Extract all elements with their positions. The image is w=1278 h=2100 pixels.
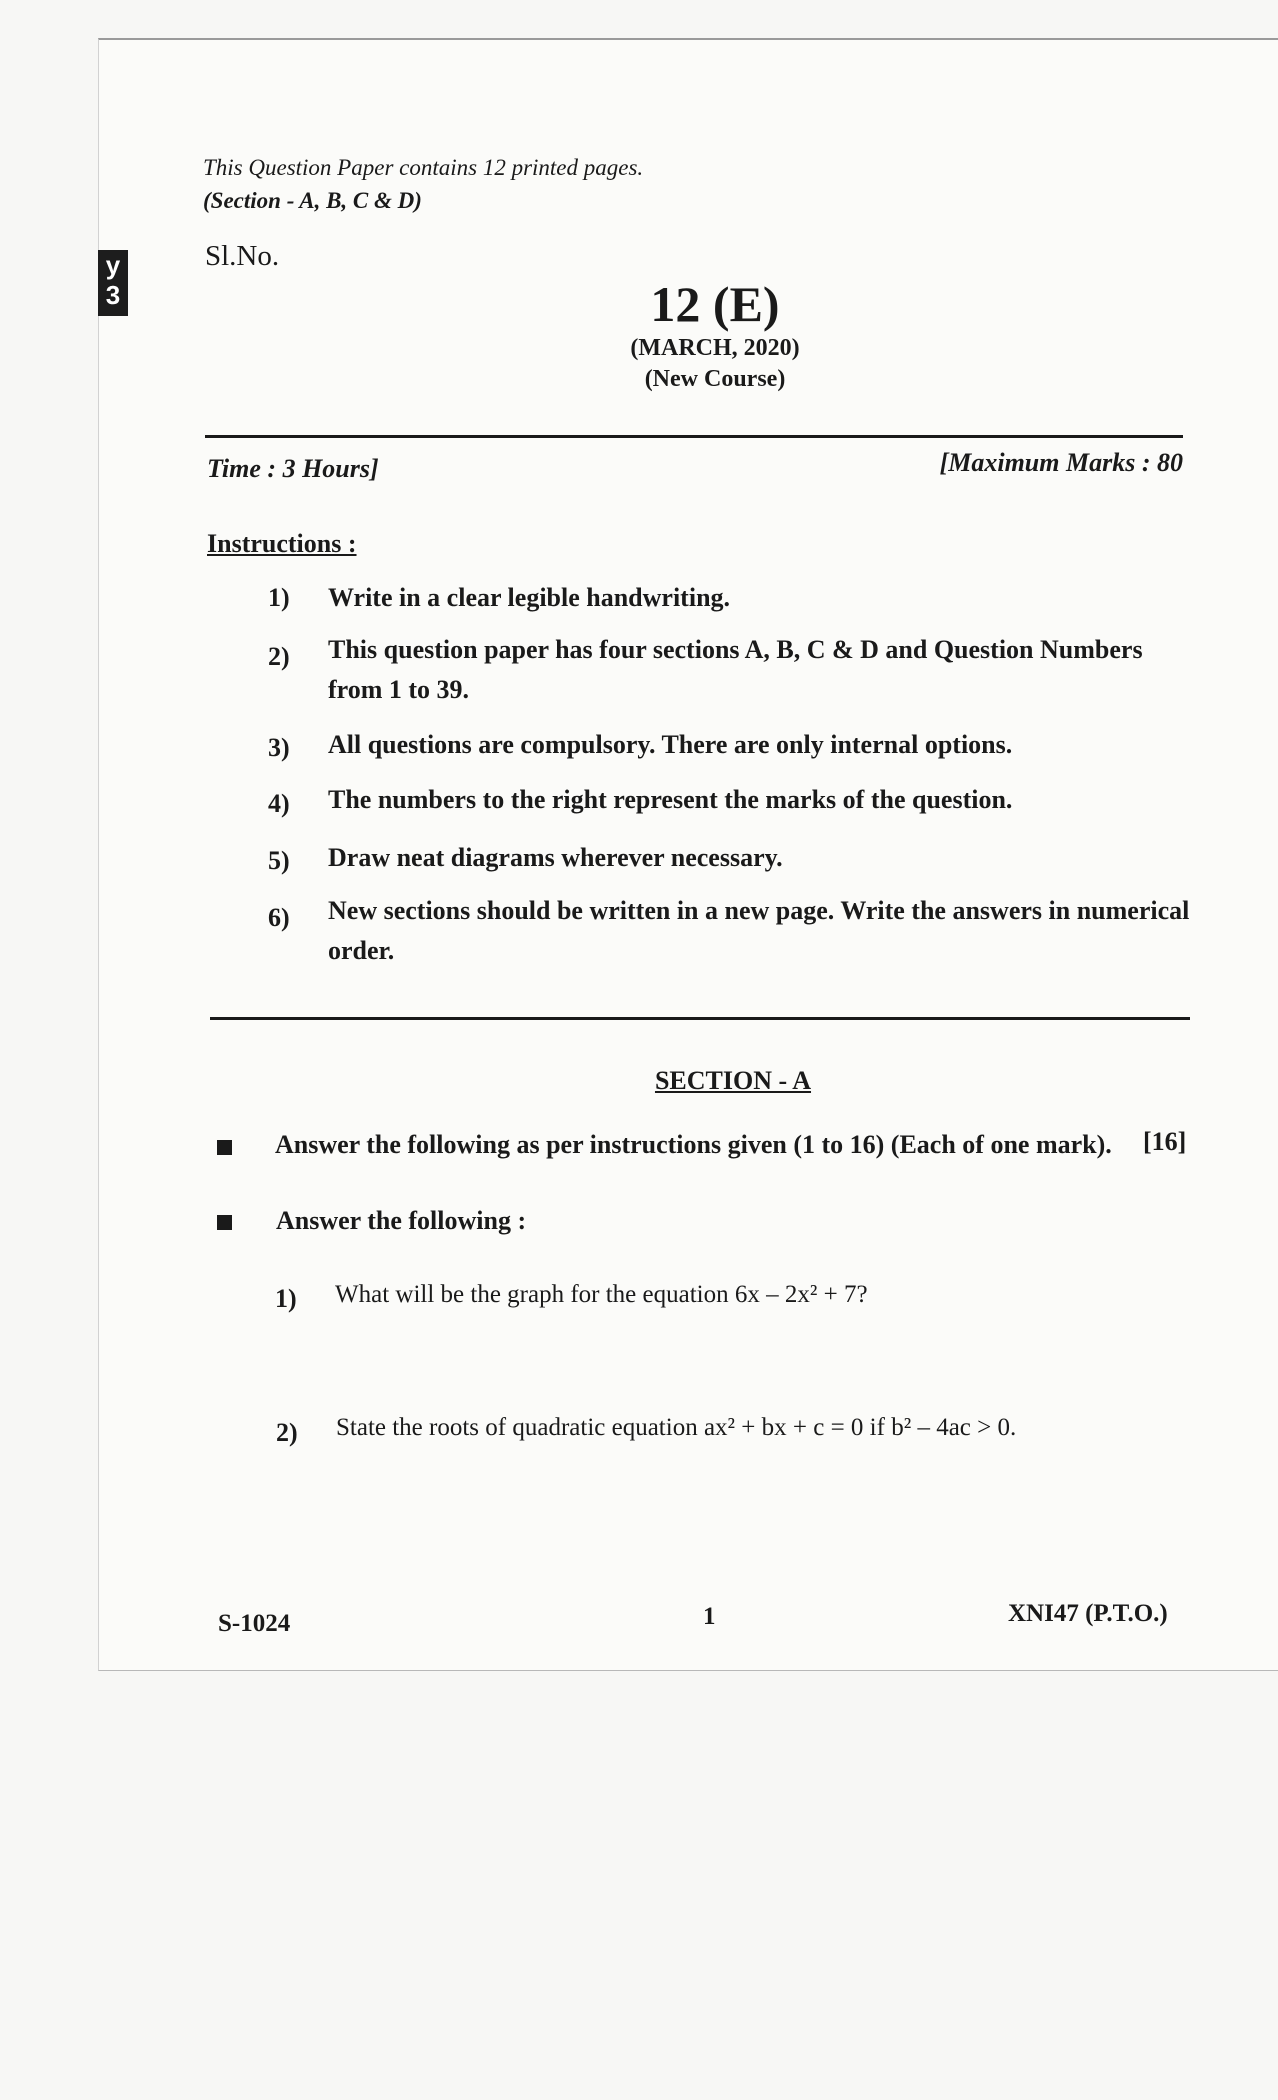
- question-number: 1): [275, 1284, 297, 1313]
- exam-session: (MARCH, 2020): [630, 335, 800, 361]
- page-number: 1: [703, 1603, 716, 1630]
- instructions-heading: Instructions :: [207, 529, 357, 558]
- question-text: What will be the graph for the equation 6x – 2x² + 7?: [335, 1281, 868, 1308]
- question-text: State the roots of quadratic equation ax² + bx + c = 0 if b² – 4ac > 0.: [336, 1414, 1017, 1441]
- instruction-number: 2): [268, 642, 290, 671]
- instruction-text: Write in a clear legible handwriting.: [328, 583, 731, 612]
- square-bullet-icon: [217, 1215, 232, 1230]
- answer-directive: Answer the following :: [276, 1206, 527, 1235]
- paper-code: 12 (E): [650, 276, 780, 332]
- question-number: 2): [276, 1418, 298, 1447]
- instruction-number: 4): [268, 789, 290, 818]
- maximum-marks: [Maximum Marks : 80: [939, 448, 1183, 477]
- instruction-text: The numbers to the right represent the marks of the question.: [328, 785, 1013, 814]
- instruction-number: 6): [268, 903, 290, 932]
- pages-note: This Question Paper contains 12 printed pages.: [203, 155, 644, 180]
- instruction-text: This question paper has four sections A, B, C & D and Question Numbers from 1 to 39.: [328, 635, 1143, 704]
- instruction-number: 1): [268, 583, 290, 612]
- square-bullet-icon: [217, 1140, 232, 1155]
- section-divider: [210, 1017, 1190, 1020]
- header-divider: [205, 435, 1183, 438]
- section-marks: [16]: [1143, 1127, 1187, 1156]
- instruction-text: Draw neat diagrams wherever necessary.: [328, 843, 783, 872]
- section-a-heading: SECTION - A: [654, 1066, 812, 1095]
- section-directive: Answer the following as per instructions given (1 to 16) (Each of one mark).: [275, 1130, 1112, 1159]
- instruction-text: All questions are compulsory. There are only internal options.: [328, 730, 1013, 759]
- time-allowed: Time : 3 Hours]: [207, 454, 379, 483]
- instruction-text: New sections should be written in a new page. Write the answers in numerical order.: [328, 896, 1190, 965]
- instruction-number: 5): [268, 846, 290, 875]
- side-tab-bottom: 3: [105, 280, 121, 310]
- serial-number-label: Sl.No.: [205, 240, 280, 272]
- sections-note: (Section - A, B, C & D): [203, 188, 422, 213]
- course-label: (New Course): [644, 366, 786, 392]
- side-tab-top: y: [105, 250, 121, 280]
- footer-right-code: XNI47 (P.T.O.): [1008, 1600, 1168, 1627]
- footer-left-code: S-1024: [218, 1610, 291, 1637]
- instruction-number: 3): [268, 733, 290, 762]
